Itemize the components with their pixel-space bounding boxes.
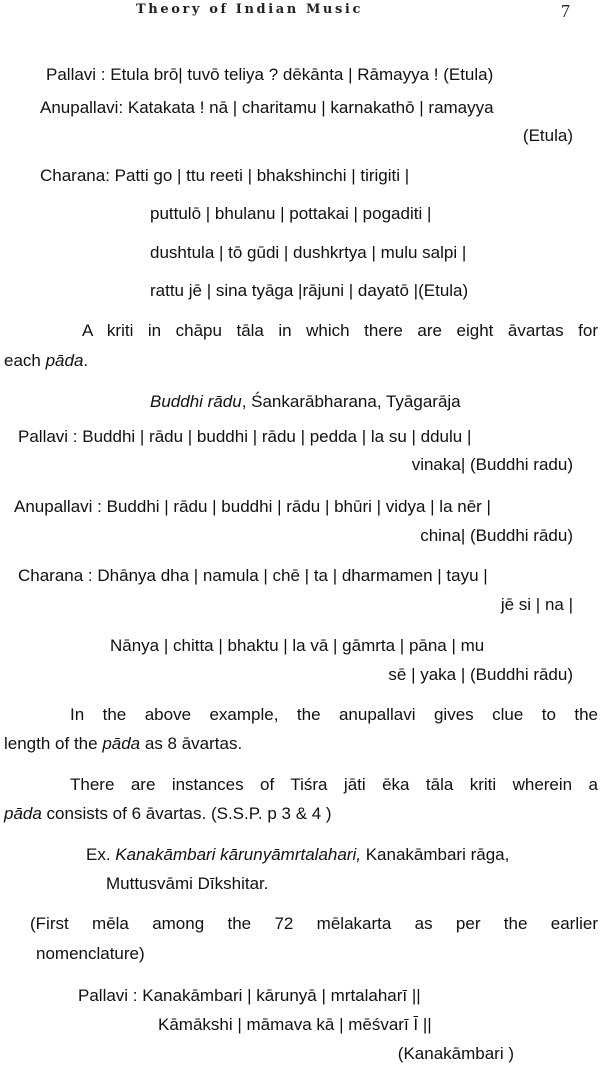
text-run: . [83, 351, 89, 370]
paragraph-line [4, 351, 88, 371]
song3-pallavi-line: Kāmākshi | māmava kā | mēśvarī Ī || [158, 1015, 432, 1034]
song1-pallavi-line: Pallavi : Etula brō| tuvō teliya ? dēkānta | Rāmayya ! (Etula) [46, 65, 494, 84]
text-run: Ex. [86, 845, 116, 864]
song2-charana-continuation: jē si | na | [500, 595, 573, 614]
song1-refrain: (Etula) [522, 126, 573, 145]
song1-charana-line: rattu jē | sina tyāga |rājuni | dayatō |(Etula) [150, 281, 469, 300]
text-run: each [4, 351, 46, 370]
song1-charana-line: dushtula | tō gūdi | dushkrtya | mulu salpi | [150, 243, 467, 262]
paragraph-line [4, 734, 242, 754]
song2-refrain: sē | yaka | (Buddhi rādu) [388, 665, 573, 684]
example-composer: Muttusvāmi Dīkshitar. [106, 874, 269, 893]
text-run: as 8 āvartas. [140, 734, 243, 753]
paragraph-line [4, 804, 332, 824]
song2-charana-line: Charana : Dhānya dha | namula | chē | ta | dharmamen | tayu | [18, 566, 488, 585]
running-title: Theory of Indian Music [136, 2, 363, 17]
example-line [86, 845, 509, 865]
italic-term: pāda [102, 734, 141, 753]
song2-anupallavi-line: Anupallavi : Buddhi | rādu | buddhi | rādu | bhūri | vidya | la nēr | [14, 497, 491, 516]
song3-refrain: (Kanakāmbari ) [397, 1044, 514, 1063]
paragraph-line: In the above example, the anupallavi gives clue to the [70, 705, 598, 724]
italic-term: pāda [4, 804, 42, 823]
page-header [0, 2, 600, 26]
song2-pallavi-continuation: vinaka| (Buddhi radu) [411, 455, 573, 474]
song-name: Buddhi rādu [150, 392, 242, 411]
song1-anupallavi-line: Anupallavi: Katakata ! nā | charitamu | karnakathō | ramayya [40, 98, 494, 117]
song2-pallavi-line: Pallavi : Buddhi | rādu | buddhi | rādu | pedda | la su | ddulu | [18, 427, 472, 446]
song1-charana-line: Charana: Patti go | ttu reeti | bhakshinchi | tirigiti | [40, 166, 410, 185]
italic-term: pāda [45, 351, 84, 370]
song-name: Kanakāmbari kārunyāmrtalahari, [115, 845, 361, 864]
text-run: Kanakāmbari rāga, [360, 845, 510, 864]
paragraph-line: nomenclature) [36, 944, 145, 963]
song2-title [150, 392, 461, 412]
song1-charana-line: puttulō | bhulanu | pottakai | pogaditi | [150, 204, 432, 223]
paragraph-line: There are instances of Tiśra jāti ēka tāla kriti wherein a [70, 775, 598, 794]
paragraph-line: A kriti in chāpu tāla in which there are eight āvartas for [82, 321, 598, 340]
song2-charana-line: Nānya | chitta | bhaktu | la vā | gāmrta | pāna | mu [110, 636, 485, 655]
raga-composer: , Śankarābharana, Tyāgarāja [241, 392, 461, 411]
paragraph-line: (First mēla among the 72 mēlakarta as per the earlier [30, 914, 598, 933]
text-run: consists of 6 āvartas. (S.S.P. p 3 & 4 ) [41, 804, 332, 823]
song2-anupallavi-continuation: china| (Buddhi rādu) [420, 526, 573, 545]
text-run: length of the [4, 734, 103, 753]
song3-pallavi-line: Pallavi : Kanakāmbari | kārunyā | mrtalaharī || [78, 986, 421, 1005]
page-number: 7 [561, 1, 570, 21]
